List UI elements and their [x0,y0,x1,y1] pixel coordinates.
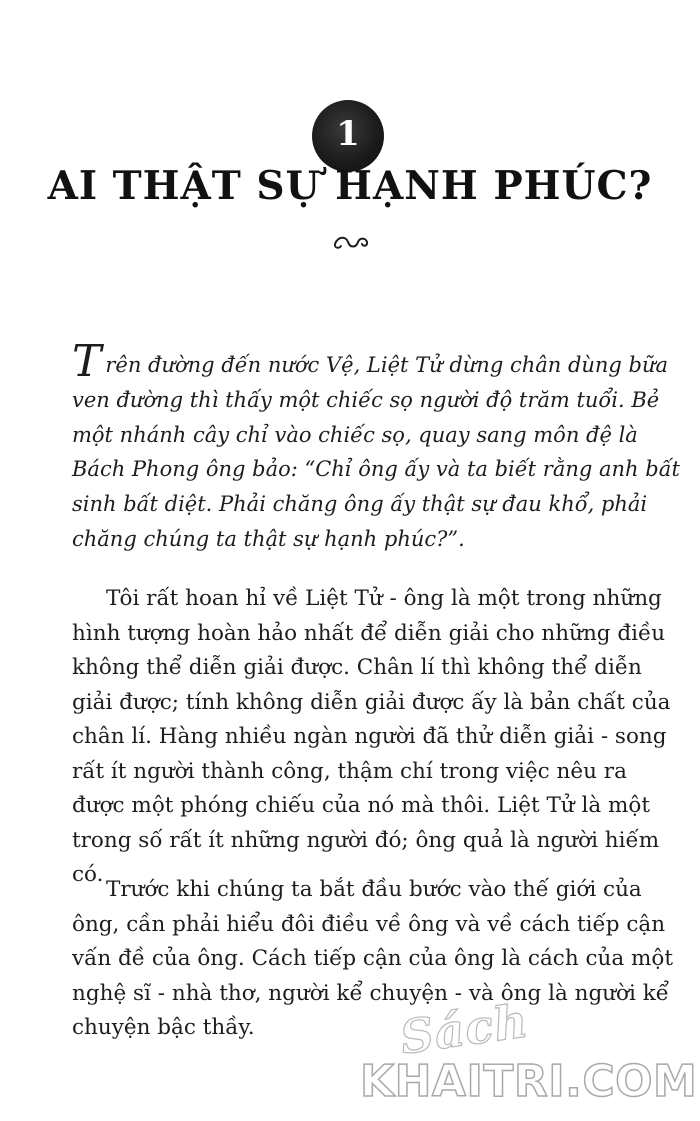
swirl-ornament-icon [332,232,370,252]
watermark-domain-text: KHAITRI.COM [360,1056,698,1107]
chapter-title: AI THẬT SỰ HẠNH PHÚC? [47,163,653,209]
paragraph-1-text: rên đường đến nước Vệ, Liệt Tử dừng chân dùng bữa ven đường thì thấy một chiếc sọ người độ trăm tuổi. Bẻ một nhánh cây chỉ vào chiếc sọ, quay sang môn đệ là Bách Phong ông bảo: “Chỉ ông ấy và ta biết rằng anh bất sinh bất diệt. Phải chăng ông ấy thật sự đau khổ, phải chăng chúng ta thật sự hạnh phúc?”. [72,353,680,551]
watermark-script-text: Sách [396,993,532,1065]
paragraph-2: Tôi rất hoan hỉ về Liệt Tử - ông là một trong những hình tượng hoàn hảo nhất để diễn giải cho những điều không thể diễn giải được. Chân lí thì không thể diễn giải được; tính không diễn giải được ấy là bản chất của chân lí. Hàng nhiều ngàn người đã thử diễn giải - song rất ít người thành công, thậm chí trong việc nêu ra được một phóng chiếu của nó mà thôi. Liệt Tử là một trong số rất ít những người đó; ông quả là người hiếm có. [72,586,671,887]
watermark-logo [360,993,698,1120]
chapter-number: 1 [336,114,360,154]
drop-cap-letter: T [72,336,102,387]
paragraph-3: Trước khi chúng ta bắt đầu bước vào thế giới của ông, cần phải hiểu đôi điều về ông và về cách tiếp cận vấn đề của ông. Cách tiếp cận của ông là cách của một nghệ sĩ - nhà thơ, người kể chuyện - và ông là người kể chuyện bậc thầy. [72,877,674,1040]
chapter-number-badge [312,100,384,172]
paragraph-1 [72,336,684,557]
